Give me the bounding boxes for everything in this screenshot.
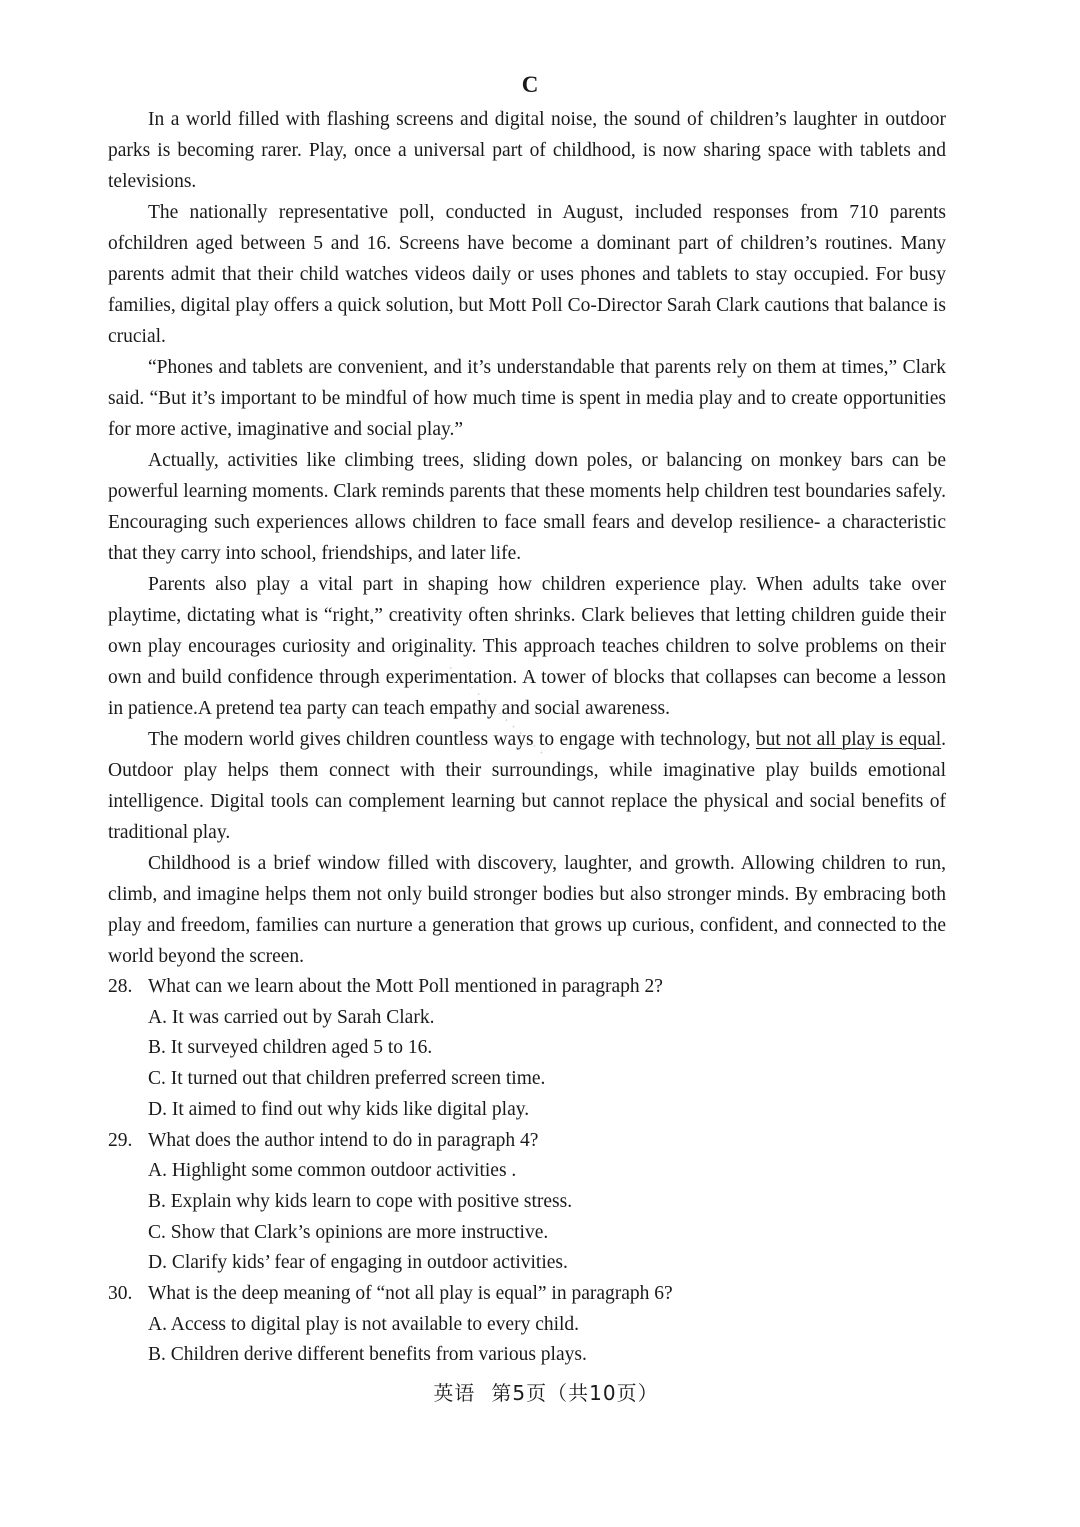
passage-paragraph-6 [108, 724, 946, 848]
section-heading: C [521, 72, 539, 97]
passage-paragraph-4: Actually, activities like climbing trees, sliding down poles, or balancing on monkey bars can be powerful learning moments. Clark reminds parents that these moments help children test boundaries safely. Encouraging such experiences allows children to face small fears and develop resilience- a characteristic that they carry into school, friendships, and later life. [108, 450, 946, 564]
option-a: A. It was carried out by Sarah Clark. [148, 1006, 435, 1028]
passage-paragraph-5: Parents also play a vital part in shaping how children experience play. When adults take over playtime, dictating what is “right,” creativity often shrinks. Clark believes that letting children guide their own play encourages curiosity and originality. This approach teaches children to solve problems on their own and build confidence through experimentation. A tower of blocks that collapses can become a lesson in patience.A pretend tea party can teach empathy and social awareness. [108, 574, 946, 719]
question-29 [108, 1126, 946, 1280]
question-30 [108, 1279, 946, 1371]
passage-paragraph-3: “Phones and tablets are convenient, and it’s understandable that parents rely on them at times,” Clark said. “But it’s important to be mindful of how much time is spent in media play and to create opportunities for more active, imaginative and social play.” [108, 357, 946, 440]
option-b: B. Children derive different benefits from various plays. [148, 1344, 587, 1366]
option-a: A. Highlight some common outdoor activities . [148, 1160, 517, 1182]
paragraph-6-text-before: The modern world gives children countless ways to engage with technology, [148, 729, 756, 750]
option-c: C. It turned out that children preferred screen time. [148, 1068, 546, 1090]
option-a: A. Access to digital play is not available to every child. [148, 1313, 580, 1335]
option-c: C. Show that Clark’s opinions are more instructive. [148, 1221, 549, 1243]
underlined-phrase: but not all play is equal [755, 729, 942, 750]
option-d: D. Clarify kids’ fear of engaging in outdoor activities. [148, 1252, 568, 1274]
question-stem: What does the author intend to do in paragraph 4? [148, 1129, 539, 1151]
question-number: 30. [108, 1283, 133, 1305]
option-b: B. It surveyed children aged 5 to 16. [148, 1037, 433, 1059]
passage-paragraph-7: Childhood is a brief window filled with discovery, laughter, and growth. Allowing children to run, climb, and imagine helps them not only build stronger bodies but also stronger minds. By embracing both play and freedom, families can nurture a generation that grows up curious, confident, and connected to the world beyond the screen. [108, 853, 946, 967]
question-number: 29. [108, 1129, 133, 1151]
watermark: · · · · · · · · · · · · · · [442, 660, 550, 761]
footer-subject: 英语 [433, 1381, 476, 1405]
paragraph-6-text-after: . Outdoor play helps them connect with their surroundings, while imaginative play builds emotional intelligence. Digital tools can complement learning but cannot replace the physical and social benefits of traditional play. [108, 729, 946, 843]
exam-page [108, 66, 946, 1371]
reading-passage [108, 104, 946, 972]
question-28 [108, 972, 946, 1126]
passage-paragraph-1: In a world filled with flashing screens and digital noise, the sound of children’s laughter in outdoor parks is becoming rarer. Play, once a universal part of childhood, is now sharing space with tablets and televisions. [108, 109, 946, 192]
option-d: D. It aimed to find out why kids like digital play. [148, 1098, 530, 1120]
option-b: B. Explain why kids learn to cope with positive stress. [148, 1190, 573, 1212]
question-stem: What can we learn about the Mott Poll mentioned in paragraph 2? [148, 976, 663, 997]
question-stem: What is the deep meaning of “not all play is equal” in paragraph 6? [148, 1283, 673, 1305]
question-number: 28. [108, 976, 133, 997]
footer-page-info: 第5页（共10页） [491, 1381, 659, 1405]
page-footer [0, 1377, 1080, 1409]
passage-paragraph-2: The nationally representative poll, conducted in August, included responses from 710 parents ofchildren aged between 5 and 16. Screens have become a dominant part of children’s routines. Many parents admit that their child watches videos daily or uses phones and tablets to stay occupied. For busy families, digital play offers a quick solution, but Mott Poll Co-Director Sarah Clark cautions that balance is crucial. [108, 202, 946, 347]
question-list [108, 972, 946, 1371]
